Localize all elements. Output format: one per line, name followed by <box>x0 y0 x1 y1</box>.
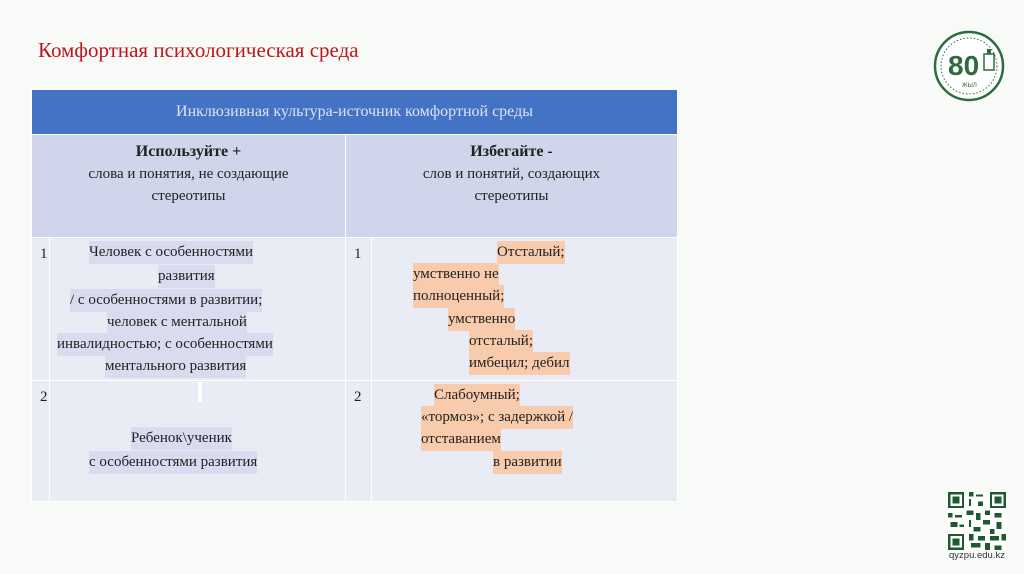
avoid-phrase: отсталый; <box>469 330 533 353</box>
avoid-phrase: умственно <box>448 308 515 331</box>
row-number: 2 <box>32 381 50 502</box>
logo-small-text: ЖЫЛ <box>962 83 977 89</box>
avoid-phrase: имбецил; дебил <box>469 352 570 375</box>
cursor-mark <box>198 382 202 402</box>
column-avoid-line: стереотипы <box>474 188 549 204</box>
column-avoid-title: Избегайте - <box>470 143 553 160</box>
column-use <box>32 135 346 238</box>
use-phrase: Человек с особенностями <box>89 241 253 264</box>
avoid-phrase: Слабоумный; <box>434 384 520 407</box>
table-row <box>32 238 678 381</box>
avoid-phrase: полноценный; <box>413 285 504 308</box>
column-use-line: стереотипы <box>151 188 226 204</box>
table-row <box>32 381 678 502</box>
avoid-phrase: отставанием <box>421 428 501 451</box>
avoid-cell <box>372 238 678 381</box>
use-phrase: ментального развития <box>105 355 246 378</box>
use-phrase: / с особенностями в развитии; <box>70 289 262 312</box>
avoid-phrase: в развитии <box>493 451 562 474</box>
table-header: Инклюзивная культура-источник комфортной среды <box>32 90 678 135</box>
use-phrase: с особенностями развития <box>89 451 257 474</box>
slide-title: Комфортная психологическая среда <box>38 38 359 62</box>
column-use-line: слова и понятия, не создающие <box>88 166 289 182</box>
use-cell <box>50 238 346 381</box>
column-avoid-line: слов и понятий, создающих <box>422 166 601 182</box>
site-url: qyzpu.edu.kz <box>949 550 1005 561</box>
column-use-title: Используйте + <box>135 143 242 160</box>
avoid-phrase: «тормоз»; с задержкой / <box>421 406 573 429</box>
use-phrase: человек с ментальной <box>107 311 247 334</box>
row-number: 2 <box>346 381 372 502</box>
avoid-phrase: Отсталый; <box>497 241 565 264</box>
qr-code-icon <box>948 492 1006 550</box>
logo-number: 80 <box>948 50 980 81</box>
column-avoid <box>346 135 678 238</box>
avoid-phrase: умственно не <box>413 263 499 286</box>
inclusive-culture-table <box>31 89 678 502</box>
use-phrase: инвалидностью; с особенностями <box>57 333 273 356</box>
row-number: 1 <box>346 238 372 381</box>
use-phrase: Ребенок\ученик <box>131 427 232 450</box>
row-number: 1 <box>32 238 50 381</box>
avoid-cell <box>372 381 678 502</box>
use-phrase: развития <box>158 265 215 288</box>
anniversary-seal-icon <box>933 30 1005 102</box>
